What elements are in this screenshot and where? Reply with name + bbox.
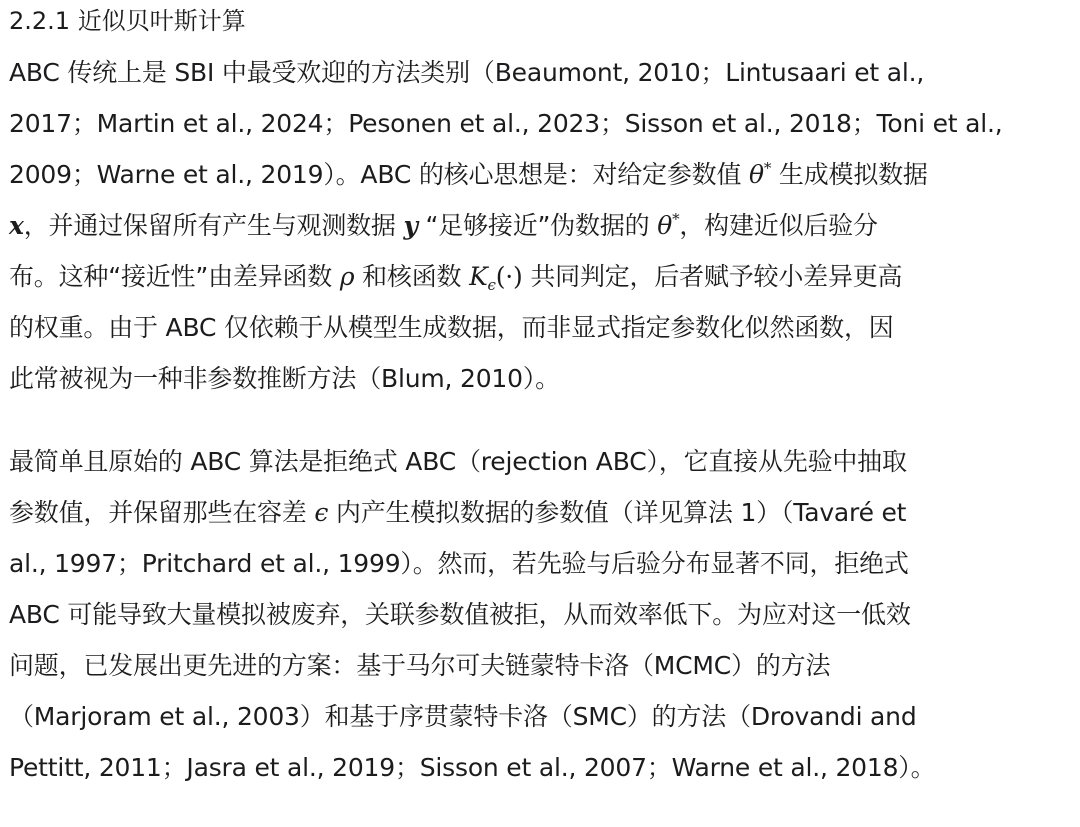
text-segment: ，并通过保留所有产生与观测数据 (23, 211, 404, 240)
text-segment: 参数值，并保留那些在容差 (9, 498, 315, 527)
text-segment: 2009；Warne et al., 2019）。ABC 的核心思想是：对给定参数值 (9, 160, 749, 189)
math-kernel-argument: (·) (495, 262, 523, 291)
text-segment: 生成模拟数据 (771, 160, 928, 189)
math-epsilon-subscript: ϵ (487, 276, 496, 294)
text-line (9, 209, 878, 243)
math-epsilon: ϵ (314, 498, 329, 527)
text-line: ABC 传统上是 SBI 中最受欢迎的方法类别（Beaumont, 2010；Lintusaari et al., (9, 58, 925, 87)
text-line: 问题，已发展出更先进的方案：基于马尔可夫链蒙特卡洛（MCMC）的方法 (9, 651, 831, 680)
text-line: al., 1997；Pritchard et al., 1999）。然而，若先验与后验分布显著不同，拒绝式 (9, 549, 909, 578)
math-theta: θ (749, 160, 764, 189)
text-line: 的权重。由于 ABC 仅依赖于从模型生成数据，而非显式指定参数化似然函数，因 (9, 313, 894, 342)
math-y-bold: y (403, 211, 418, 240)
text-line: ABC 可能导致大量模拟被废弃，关联参数值被拒，从而效率低下。为应对这一低效 (9, 600, 911, 629)
text-segment: 布。这种“接近性”由差异函数 (9, 262, 340, 291)
math-star: * (763, 159, 772, 177)
math-star: * (672, 210, 680, 228)
text-line (9, 496, 906, 530)
math-x-bold: x (9, 211, 24, 240)
math-rho: ρ (339, 262, 355, 291)
math-theta: θ (657, 211, 673, 240)
text-segment: 内产生模拟数据的参数值（详见算法 1）（Tavaré et (328, 498, 907, 527)
text-segment: ，构建近似后验分 (679, 211, 878, 240)
text-segment: 和核函数 (354, 262, 470, 291)
text-segment: “足够接近”伪数据的 (417, 211, 658, 240)
text-segment: 共同判定，后者赋予较小差异更高 (522, 262, 903, 291)
text-line: （Marjoram et al., 2003）和基于序贯蒙特卡洛（SMC）的方法（Drovandi and (9, 702, 917, 731)
text-line (9, 158, 928, 192)
text-line: 此常被视为一种非参数推断方法（Blum, 2010）。 (9, 364, 560, 393)
math-kernel-k: K (469, 262, 488, 291)
text-line (9, 260, 902, 294)
text-line: 2017；Martin et al., 2024；Pesonen et al., 2023；Sisson et al., 2018；Toni et al., (9, 109, 1003, 138)
text-line: 最简单且原始的 ABC 算法是拒绝式 ABC（rejection ABC），它直接从先验中抽取 (9, 447, 907, 476)
section-heading: 2.2.1 近似贝叶斯计算 (9, 7, 246, 35)
text-line: Pettitt, 2011；Jasra et al., 2019；Sisson et al., 2007；Warne et al., 2018）。 (9, 753, 936, 782)
